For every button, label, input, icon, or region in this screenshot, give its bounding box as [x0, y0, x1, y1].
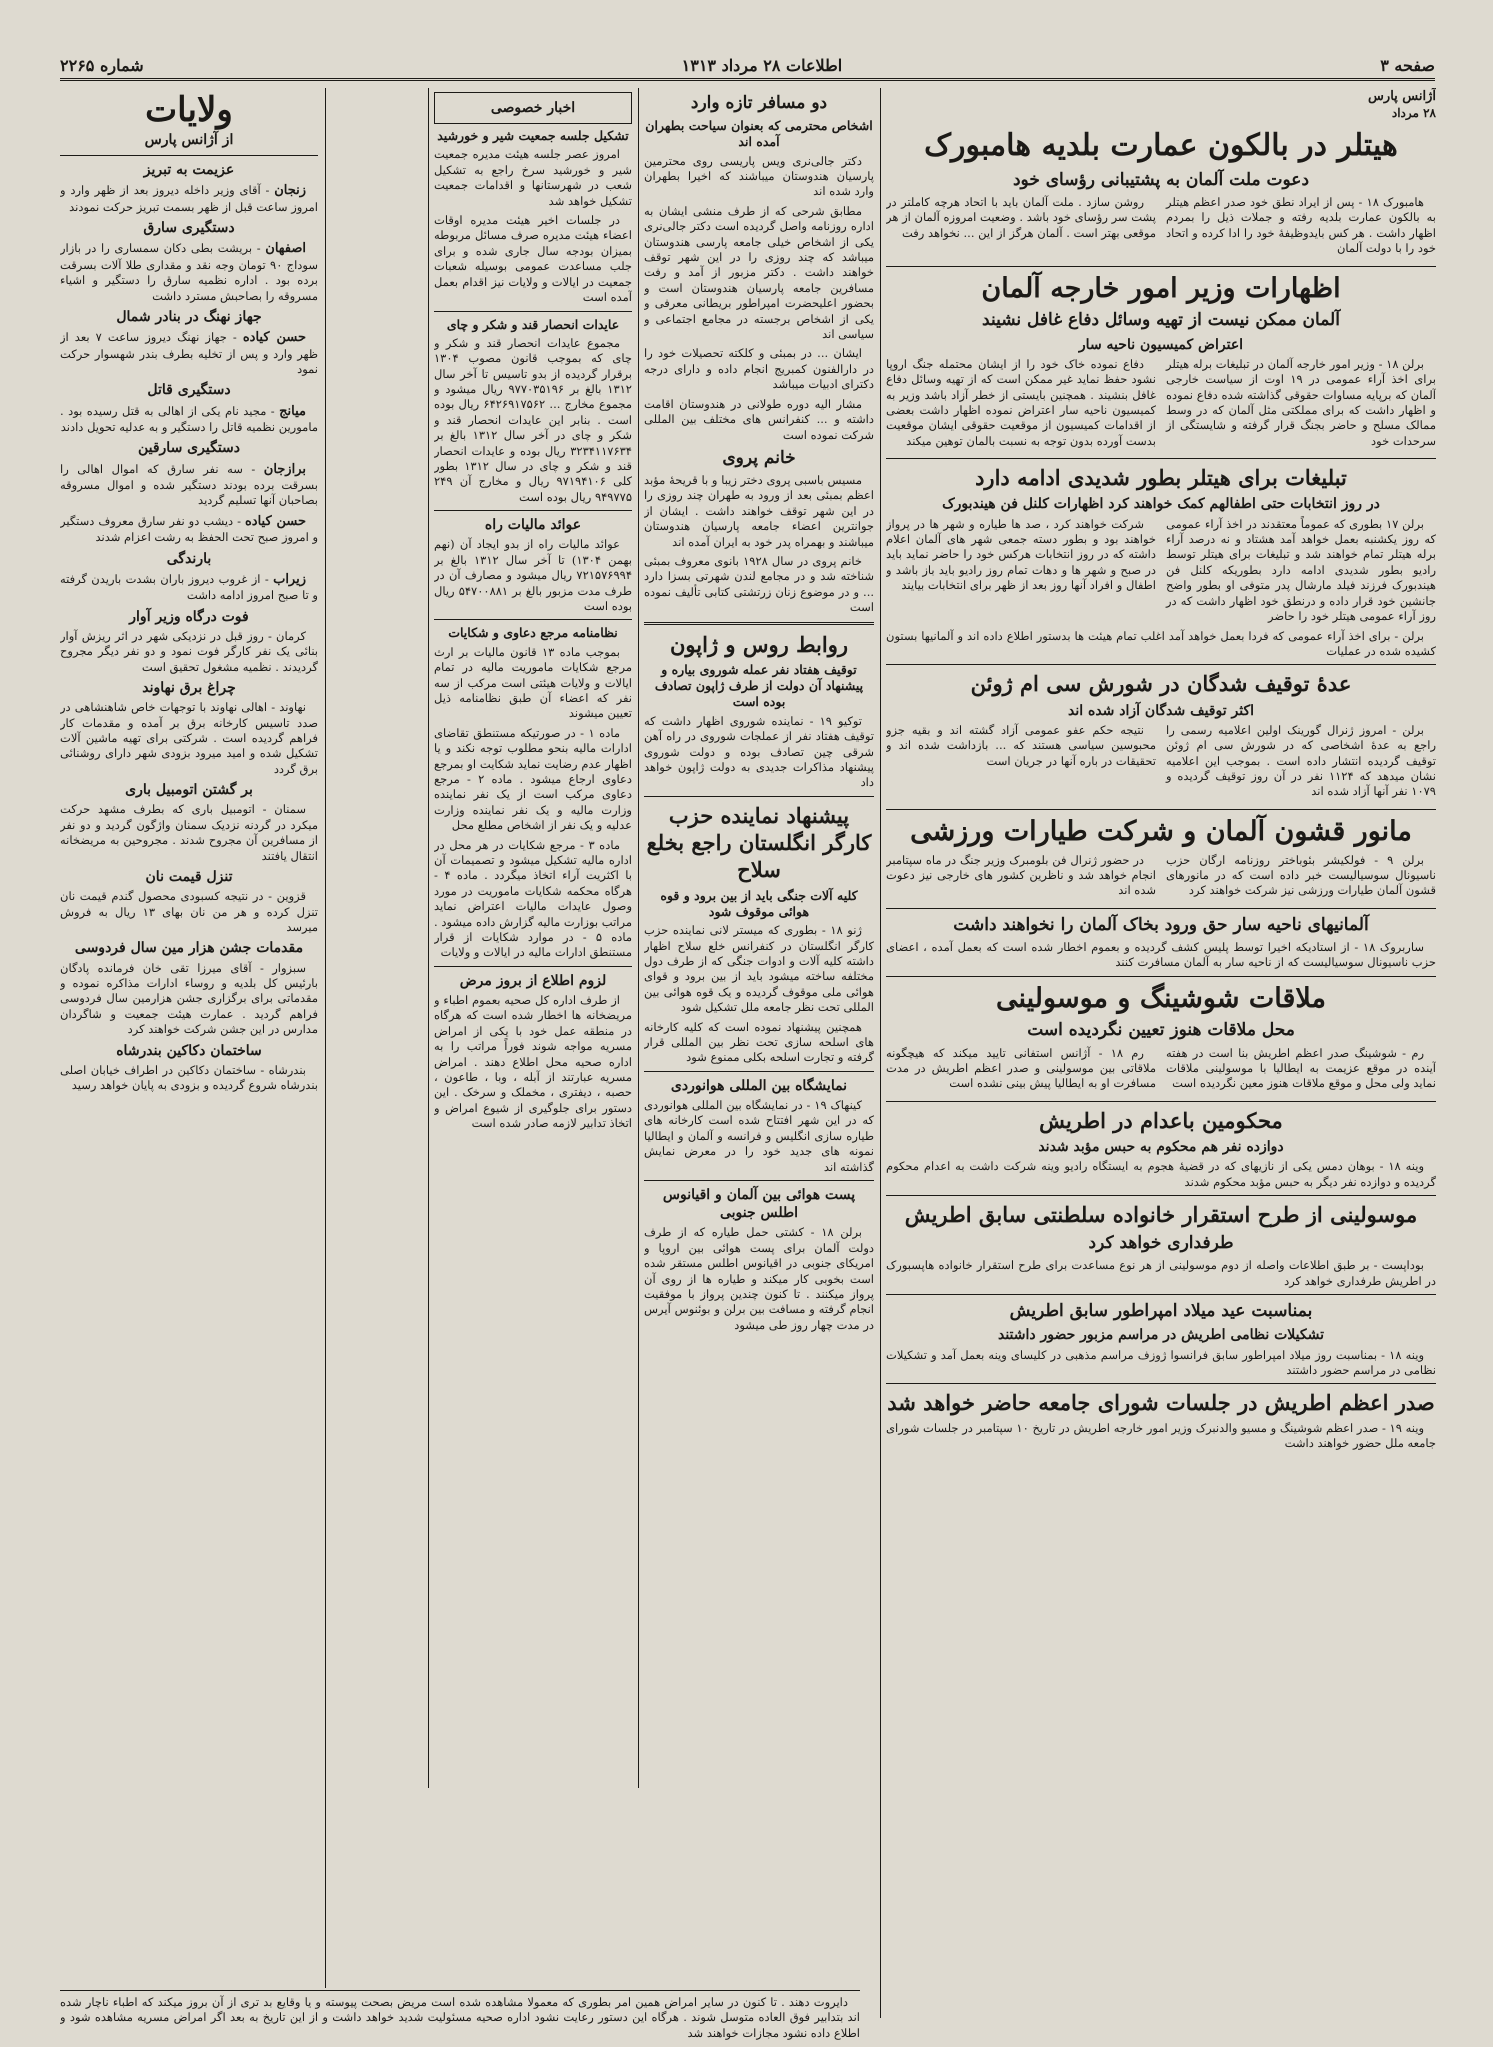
article-text: سمنان - اتومبیل باری که بطرف مشهد حرکت میکرد در گردنه نزدیک سمنان واژگون گردید و دو نفر از مسافرین آن مجروح شدند . مجروحین به مریضخانه انتقال یافتند	[60, 802, 318, 863]
headline-rainfall: بارندگی	[166, 550, 212, 567]
headline-ship-north: جهاز نهنگ در بنادر شمال	[116, 308, 262, 325]
dateline-city: اصفهان	[265, 241, 307, 257]
article-text: قزوین - در نتیجه کسبودی محصول گندم قیمت نان تنزل کرده و هر من نان بهای ۱۳ ریال به فروش میرسد	[60, 889, 318, 935]
article-paragraph: رم ۱۸ - آژانس استفانی تایید میکند که هیچگونه ملاقاتی بین موسولینی و صدر اعظم اطریش در مدت مسافرت او به ایطالیا پیش بینی نشده است	[886, 1045, 1156, 1091]
headline-red-lion-sun: تشکیل جلسه جمعیت شیر و خورشید	[437, 128, 629, 144]
dateline-city: میانج	[279, 403, 306, 419]
article-paragraph: ماده ۱ - در صورتیکه مستنطق تقاضای ادارات مالیه بنحو مطلوب توجه نکند و یا اظهار عدم رضایت نماید شکایت او بمرجع دعاوی ارجاع میشود . ماده ۲ - مرجع دعاوی مرکب است از یک نفر نماینده وزارت مالیه و یک نفر نماینده وزارت عدلیه و یک نفر از اشخاص مطلع محل	[434, 725, 632, 833]
article-paragraph: روشن سازد . ملت آلمان باید با اتحاد هرچه کاملتر در پشت سر رؤسای خود باشد . وضعیت امروزه آلمان از هر موقعی بهتر است . آلمان هرگز از این ... نخواهد رفت	[886, 195, 1156, 240]
article-paragraph: ساربروک ۱۸ - از استادیکه اخیرا توسط پلیس کشف گردیده و بعموم اخطار شده است که بعمل آمده ، اعضای حزب ناسیونال سوسیالیست که از ناحیه سار به آلمان مسافرت کنند	[886, 939, 1436, 970]
article-paragraph: کینهاک ۱۹ - در نمایشگاه بین المللی هوانوردی که در این شهر افتتاح شده است کارخانه های طیاره سازی انگلیس و فرانسه و آلمان و ایطالیا نمونه های جدید خود را در معرض نمایش گذاشته اند	[644, 1097, 874, 1174]
article-text: سبزوار - آقای میرزا تقی خان فرمانده پادگان بارئیس کل بلدیه و روساء ادارات مذاکره نموده و مقدماتی برای برگزاری جشن هزارمین سال فردوسی فراهم گردید . عمارت هیئت جمعیت و شاگردان مدارس در این جشن شرکت خواهند کرد	[60, 960, 318, 1037]
article-paragraph: برلن - برای اخذ آراء عمومی که فردا بعمل خواهد آمد اغلب تمام هیئت ها بدستور اطلاع داده اند و آلمانیها بستون کشیده شده در عملیات	[886, 628, 1436, 658]
article-paragraph: در حضور ژنرال فن بلومبرک وزیر جنگ در ماه سپتامبر انجام خواهد شد و ناظرین کشور های خارجی نیز دعوت شده اند	[886, 852, 1156, 898]
headline-foreign-minister: اظهارات وزیر امور خارجه آلمان	[981, 272, 1341, 304]
article-paragraph: خانم پروی در سال ۱۹۲۸ بانوی معروف بمبئی شناخته شد و در مجامع لندن شهرتی بسزا دارد ... و در موضوع زنان زرتشتی کتابی تألیف نموده است	[644, 554, 874, 615]
article-paragraph: هامبورک ۱۸ - پس از ایراد نطق خود صدر اعظم هیتلر به بالکون عمارت بلدیه رفته و جملات ذیل را بمردم اظهار داشت . هر کس بایدوظیفهٔ خود را ادا کرده و اتحاد خود را با دولت آلمان	[1166, 195, 1436, 256]
article-paragraph: مجموع عایدات انحصار قند و شکر و چای که بموجب قانون مصوب ۱۳۰۴ برقرار گردیده از بدو تاسیس تا آخر سال ۱۳۱۲ بالغ بر ۹۷۷۰۳۵۱۹۶ ریال میشود و مجموع مخارج ... ۶۴۲۶۹۱۷۵۶۲ ریال بوده است . بنابر این عایدات انحصار قند و شکر و چای در آخر سال ۱۳۱۲ بالغ بر ۳۲۳۴۱۱۷۶۳۴ ریال بوده و عایدات انحصار قند و شکر و چای در سال ۱۳۱۲ بطور کلی ۹۷۱۹۴۱۰۶ ریال و مخارج آن ۲۴۹ ۹۴۹۷۷۵ ریال بوده است	[434, 335, 632, 504]
headline-death-sentences: محکومین باعدام در اطریش	[1039, 1107, 1283, 1133]
headline-bandarshah-shops: ساختمان دکاکین بندرشاه	[116, 1042, 262, 1059]
article-text: کرمان - روز قبل در نزدیکی شهر در اثر ریزش آوار بنائی یک نفر کارگر فوت نمود و دو نفر دیگر مجروح گردیدند . نظمیه مشغول تحقیق است	[60, 628, 318, 674]
column-visitors	[644, 88, 874, 2018]
article-text: آقای وزیر داخله دیروز بعد از ظهر وارد و امروز ساعت قبل از ظهر بسمت تبریز حرکت نمودند	[60, 183, 318, 214]
agency-credit: از آژانس پارس	[144, 132, 234, 149]
headline-collapse-death: فوت درگاه وزیر آوار	[129, 608, 249, 625]
headline-disease-report: لزوم اطلاع از بروز مرض	[459, 972, 607, 989]
dateline-city: حسن کیاده	[244, 513, 306, 529]
article-paragraph: مسیس باسبی پروی دختر زیبا و با قریحهٔ مؤبد اعظم بمبئی بعد از ورود به طهران چند روزی را در این شهر توقف خواهند داشت . ایشان از جوانترین اعضاء جامعه پارسیان هندوستان میباشند و بهمراه پدر خود به ایران آمده اند	[644, 473, 874, 549]
dateline-city: زیراب	[273, 571, 306, 587]
subhead-saar-protest: اعتراض کمیسیون ناحیه سار	[1078, 336, 1244, 353]
footer-notice	[60, 1990, 860, 2045]
agency-date: ۲۸ مرداد	[1391, 106, 1436, 121]
article-paragraph: در جلسات اخیر هیئت مدیره اوقات اعضاء هیئت مدیره صرف مسائل مربوطه بمیزان بودجه سال جاری شده و برای جلب مساعدت عمومی بوسیله شعبات جمعیت در ایالات و ولایات نیز اقدام بعمل آمده است	[434, 213, 632, 305]
subhead-military-presence: تشکیلات نظامی اطریش در مراسم مزبور حضور داشتند	[997, 1327, 1325, 1344]
article-paragraph: دکتر جالی‌نری ویس‌ پاریسی روی محترمین پارسیان هندوستان میباشند که اخیرا بطهران وارد شده اند	[644, 153, 874, 199]
article-text: مجید نام یکی از اهالی به قتل رسیده بود . مامورین نظمیه قاتل را دستگیر و به عدلیه تحویل دادند	[60, 403, 318, 434]
article-paragraph: وینه ۱۸ - بمناسبت روز میلاد امپراطور سابق فرانسوا ژوزف مراسم مذهبی در کلیسای وینه بعمل آمد و تشکیلات نظامی در مراسم حضور داشتند	[886, 1347, 1436, 1377]
headline-sugar-tea-revenue: عایدات انحصار قند و شکر و چای	[446, 316, 620, 332]
headline-mrs-parvi: خانم پروی	[722, 447, 796, 468]
article-text: بریشت بطی دکان سمساری را در بازار سوداج ۹۰ تومان وجه نقد و مقداری طلا آلات بسرقت برده بود . اداره نظمیه سارق را دستگیر و اشیاء مسروقه را بصاحبش مسترد داشت	[60, 241, 318, 303]
column-rule	[638, 88, 639, 1788]
column-rule	[325, 88, 326, 1988]
article-paragraph: ماده ۳ - مرجع شکایات در هر محل در اداره مالیه تشکیل میشود و تصمیمات آن با اکثریت آراء اتخاذ میگردد . ماده ۴ - هرگاه محکمه شکایات ماموریت در مورد وصول عایدات مالیات اعتراض نماید مراتب بوزارت مالیه گزارش داده میشود . ماده ۵ - در موارد شکایات از قرار مستنطق ادارات مالیه در ایالات و ولایات	[434, 837, 632, 960]
article-paragraph: همچنین پیشنهاد نموده است که کلیه کارخانه های اسلحه سازی تحت نظر بین المللی قرار گرفته و تجارت اسلحه بکلی ممنوع شود	[644, 1019, 874, 1065]
article-paragraph: رم - شوشینگ صدر اعظم اطریش بنا است در هفته آینده در موقع عزیمت به ایطالیا با موسولینی ملاقات نماید ولی محل و موقع ملاقات هنوز معین نگردیده است	[1166, 1045, 1436, 1091]
dateline-city: زنجان	[274, 183, 306, 199]
article-paragraph: دفاع نموده خاک خود را از ایشان محتمله جنگ اروپا نشود حفظ نماید غیر ممکن است که از تهیه وسائل دفاع غافل بنشیند . همچنین بایستی از خطر آزاد باشد وزیر به کمیسیون ناحیه سار اعتراض نموده اظهار داشت بعضی از اقدامات کمیسیون از موقعیت حقوقی ایشان موقعیت بدست آورده بدون توجه به نسبت بالمان توهین میکند	[886, 356, 1156, 448]
article-text: سه نفر سارق که اموال اهالی را بسرقت برده بودند دستگیر شده و اموال مسروقه بصاحبان آنها تسلیم گردید	[60, 461, 318, 508]
article-text: دیشب دو نفر سارق معروف دستگیر و امروز صبح تحت الحفظ به رشت اعزام شدند	[60, 513, 318, 545]
article-paragraph: امروز عصر جلسه هیئت مدیره جمعیت شیر و خورشید سرخ راجع به تشکیل شعب در شهرستانها و اقدامات جمعیت تشکیل خواهد شد	[434, 147, 632, 208]
article-paragraph: مطابق شرحی که از طرف منشی ایشان به اداره روزنامه واصل گردیده است دکتر جالی‌نری یکی از اشخاص خیلی جامعه پارسی هندوستان میباشد که چند روزی را در این شهر توقف خواهند داشت . دکتر مزبور از آمد و رفت مسافرین جامعه پارسیان هندوستان است و بحضور اعلیحضرت امپراطور بریطانی معرفی و یکی از اشخاص برجسته در مجامع اجتماعی و سیاسی اند	[644, 203, 874, 342]
article-paragraph: بموجب ماده ۱۳ قانون مالیات بر ارث مرجع شکایات ماموریت مالیه در تمام ایالات و ولایات هیئتی است مرکب از سه نفر که اعضاء آن طبق نظامنامه ذیل تعیین میشوند	[434, 644, 632, 721]
subhead-hitler: دعوت ملت آلمان به پشتیبانی رؤسای خود	[1012, 169, 1310, 190]
article-paragraph: از طرف اداره کل صحیه بعموم اطباء و مریضخانه ها اخطار شده است که هرگاه در منطقه عمل خود با یکی از امراض مسریه مواجه شوند فوراً مراتب را به اداره صحیه محل اطلاع دهند . امراض مسریه عبارتند از آبله ، وبا ، طاعون ، حصبه ، دیفتری ، مخملک و سرخک . این دستور برای جلوگیری از شیوع امراض و اتخاذ تدابیر لازمه صادر شده است	[434, 993, 632, 1131]
subhead-support: طرفداری خواهد کرد	[1088, 1233, 1234, 1254]
subhead-meeting-place: محل ملاقات هنوز تعیین نگردیده است	[1027, 1020, 1295, 1041]
headline-labour-disarmament: پیشنهاد نماینده حزب کارگر انگلستان راجع بخلع سلاح	[646, 802, 872, 883]
column-provinces: ولایات از آژانس پارس عزیمت به تبریز زنجان - آقای وزیر داخله دیروز بعد از ظهر وارد و امروز ساعت قبل از ظهر بسمت تبریز حرکت نمودند دستگیری سارق اصفهان - بریشت بطی دکان سمساری را در بازار سوداج ۹۰ تومان وجه نقد و مقداری طلا آلات بسرقت برده بود . اداره نظمیه سارق را دستگیر و اشیاء مسروقه را بصاحبش مسترد داشت جهاز نهنگ در بنادر شمال حسن کیاده - جهاز نهنگ دیروز ساعت ۷ بعد از ظهر وارد و پس از تخلیه بطرف بندر شهسوار حرکت نمود دستگیری قاتل میانج - مجید نام یکی از اهالی به قتل رسیده بود . مامورین نظمیه قاتل را دستگیر و به عدلیه تحویل دادند دستگیری سارقین برازجان - سه نفر سارق که اموال اهالی را بسرقت برده بودند دستگیر شده و اموال مسروقه بصاحبان آنها تسلیم گردید حسن کیاده - دیشب دو نفر سارق معروف دستگیر و امروز صبح تحت الحفظ به رشت اعزام شدند بارندگی زیراب - از غروب دیروز باران بشدت باریدن گرفته و تا صبح امروز ادامه داشت فوت درگاه وزیر آوار کرمان - روز قبل در نزدیکی شهر در اثر ریزش آوار بنائی یک نفر کارگر فوت نمود و دو نفر دیگر مجروح گردیدند . نظمیه مشغول تحقیق است چراغ برق نهاوند نهاوند - اهالی نهاوند با توجهات خاص شاهنشاهی در صدد تاسیس کارخانه برق بر آمده و مقدمات کار فراهم گردیده است . شرکتی برای تهیه ماشین آلات تشکیل شده و امید میرود بزودی شهر دارای روشنائی برق گردد بر گشتن اتومبیل باری سمنان - اتومبیل باری که بطرف مشهد حرکت میکرد در گردنه نزدیک سمنان واژگون گردید و دو نفر از مسافرین آن مجروح شدند . مجروحین به مریضخانه انتقال یافتند تنزل قیمت نان قزوین - در نتیجه کسبودی محصول گندم قیمت نان تنزل کرده و هر من نان بهای ۱۳ ریال به فروش میرسد مقدمات جشن هزار مین سال فردوسی سبزوار - آقای میرزا تقی خان فرمانده پادگان بارئیس کل بلدیه و روساء ادارات مذاکره نموده و مقدماتی برای برگزاری جشن هزارمین سال فردوسی فراهم گردید . عمارت هیئت جمعیت و شاگردان مدارس در این جشن شرکت خواهند کرد ساختمان دکاکین بندرشاه بندرشاه - ساختمان دکاکین در اطراف خیابان اصلی بندرشاه شروع گردیده و بزودی به پایان خواهد رسید	[60, 90, 318, 1093]
subhead-weapons: کلیه آلات جنگی باید از بین برود و قوه هوائی موقوف شود	[660, 887, 858, 919]
headline-arrests: عدهٔ توقیف شدگان در شورش سی ام ژوئن	[970, 671, 1352, 697]
headline-new-travelers: دو مسافر تازه وارد	[690, 93, 828, 113]
article-text: از غروب دیروز باران بشدت باریدن گرفته و تا صبح امروز ادامه داشت	[60, 571, 318, 603]
headline-truck-overturn: بر گشتن اتومبیل باری	[125, 782, 253, 799]
footer-text: دایروت دهند . تا کنون در سایر امراض همین امر بطوری که معمولا مشاهده شده است مریض بصحت پیوسته و یا وقایع بد تری از آن بروز میکند که اطباء ناچار شده اند بتدابیر فوق العاده متوسل شوند . هرگاه این دستور رعایت نشود اداره صحیه مسئولیت شدید خواهد داشت و از این تاریخ به بعد اگر امراض مسریه مشاهده شود و اطلاع داده نشود مجازات خواهند شد	[60, 1995, 860, 2040]
issue-number: شماره ۲۲۶۵	[60, 55, 144, 75]
article-paragraph: ایشان ... در بمبئی و کلکته تحصیلات خود را در دارالفنون کمبریج انجام داده و دارای درجه دکترای ادبیات میباشد	[644, 346, 874, 392]
headline-russia-japan: روابط روس و ژاپون	[670, 631, 848, 657]
headline-nahavand-electricity: چراغ برق نهاوند	[142, 679, 236, 696]
article-paragraph: وینه ۱۹ - صدر اعظم شوشینگ و مسیو والدنبرک وزیر امور خارجه اطریش در تاریخ ۱۰ سپتامبر در جلسات شورای جامعه ملل حضور خواهند داشت	[886, 1420, 1436, 1451]
subhead-hindenburg: در روز انتخابات حتی اطفالهم کمک خواهند کرد اظهارات کلنل فن هیندبورک	[942, 496, 1380, 513]
headline-habsburg: موسولینی از طرح استقرار خانواده سلطنتی سابق اطریش	[904, 1202, 1418, 1228]
article-paragraph: وینه ۱۸ - بوهان دمس یکی از نازیهای که در قضیهٔ هجوم به ایستگاه رادیو وینه شرکت داشت به اعدام محکوم گردیده و دوازده نفر دیگر به حبس مؤبد محکوم شدند	[886, 1159, 1436, 1189]
headline-bread-price: تنزل قیمت نان	[145, 869, 233, 886]
headline-road-tax: عوائد مالیات راه	[484, 517, 582, 534]
headline-aviation-exhibition: نمایشگاه بین المللی هوانوردی	[670, 1077, 848, 1094]
dateline-city: برازجان	[263, 461, 306, 477]
masthead-title: اطلاعات ۲۸ مرداد ۱۳۱۳	[681, 55, 843, 75]
headline-air-mail: پست هوائی بین آلمان و اقیانوس اطلس جنوبی	[662, 1187, 856, 1222]
headline-murderer-arrest: دستگیری قاتل	[147, 382, 231, 399]
agency-line	[886, 88, 1436, 105]
headline-special-news: اخبار خصوصی	[490, 100, 576, 116]
page-label: صفحه ۳	[1380, 55, 1435, 75]
subhead-visitors: اشخاص محترمی که بعنوان سیاحت بطهران آمده اند	[645, 118, 873, 150]
article-paragraph: برلن ۱۸ - وزیر امور خارجه آلمان در تبلیغات برله هیتلر برای اخذ آراء عمومی در ۱۹ اوت از سیاست خارجی آلمان که برپایه مساوات حقوقی گذاشته شده دفاع نموده و اظهار داشت که برای مملکتی مثل آلمان که در وسط ممالک مسلح و حاضر بجنگ قرار گرفته و شایستگی از سرحدات خود	[1166, 356, 1436, 448]
headline-saar-germans: آلمانیهای ناحیه سار حق ورود بخاک آلمان را نخواهند داشت	[953, 914, 1369, 935]
headline-emperor-birthday: بمناسبت عید میلاد امپراطور سابق اطریش	[1009, 1301, 1313, 1322]
headline-tabriz: عزیمت به تبریز	[143, 162, 235, 179]
headline-schuschnigg-mussolini: ملاقات شوشینگ و موسولینی	[995, 982, 1327, 1014]
headline-thieves-arrest: دستگیری سارقین	[137, 440, 241, 457]
article-text: بندرشاه - ساختمان دکاکین در اطراف خیابان اصلی بندرشاه شروع گردیده و بزودی به پایان خواهد رسید	[60, 1062, 318, 1093]
article-paragraph: توکیو ۱۹ - نماینده شوروی اظهار داشت که توقیف هفتاد نفر از عملجات شوروی در راه آهن شرقی چین تصادف بوده و دولت شوروی پیشنهاد مذاکرات جدیدی به دولت ژاپون خواهد داد	[644, 713, 874, 790]
article-paragraph: نتیجه حکم عفو عمومی آزاد گشته اند و بقیه جزو محبوسین سیاسی هستند که ... بازداشت شده اند و تحقیقات در باره آنها در جریان است	[886, 722, 1156, 768]
column-special-news	[434, 88, 632, 2018]
article-paragraph: برلن ۱۸ - کشتی حمل طیاره که از طرف دولت آلمان برای پست هوائی بین اروپا و امریکای جنوبی در اقیانوس اطلس مستقر شده است بخوبی کار میکند و طیاره ها از روی آن پرواز میکنند . تا کنون چندین پرواز با موفقیت انجام گرفته و مسافت بین برلن و بوئنوس آیرس در مدت چهار روز طی میشود	[644, 1225, 874, 1332]
article-paragraph: مشار الیه دوره طولانی در هندوستان اقامت داشته و ... کنفرانس های مختلف بین المللی شرکت نموده است	[644, 396, 874, 442]
article-paragraph: ژنو ۱۸ - بطوری که میستر لانی نماینده حزب کارگر انگلستان در کنفرانس خلع سلاح اظهار داشته کلیه آلات و ادوات جنگی که از طرف دول مختلفه ساخته میشود باید از بین برود و قوای هوائی ملی موقوف گردیده و یک قوه هوائی بین المللی تحت نظر جامعه ملل تشکیل شود	[644, 923, 874, 1015]
article-paragraph: شرکت خواهند کرد ، صد ها طیاره و شهر ها در پرواز خواهند بود و بطور دسته جمعی شهر های آلمان اعلام داشته که در روز انتخابات هرکس خود را حاضر نماید باید در صبح و شهر ها و دهات تمام روز رادیو باید باز باشد و اطفال و افراد آنها روز بعد از ظهر برای انتخابات بیایند	[886, 516, 1156, 593]
headline-thief-arrest: دستگیری سارق	[143, 220, 235, 237]
subhead-defense: آلمان ممکن نیست از تهیه وسائل دفاع غافل نشیند	[982, 310, 1340, 331]
headline-hitler-hamburg: هیتلر در بالکون عمارت بلدیه هامبورک	[924, 128, 1398, 164]
section-title-provinces: ولایات	[145, 90, 233, 130]
column-rule	[428, 88, 429, 1788]
subhead-life-sentences: دوازده نفر هم محکوم به حبس مؤبد شدند	[1038, 1139, 1284, 1156]
agency-name: آژانس پارس	[1368, 89, 1436, 104]
article-paragraph: برلن ۹ - فولکیشر بئوباختر روزنامه ارگان حزب ناسیونال سوسیالیست خبر داده است که در مانورهای قشون آلمان طیارات ورزشی نیز شرکت خواهند کرد	[1166, 852, 1436, 898]
headline-ferdowsi-millennium: مقدمات جشن هزار مین سال فردوسی	[74, 940, 304, 957]
article-paragraph: برلن ۱۷ بطوری که عموماً معتقدند در اخذ آراء عمومی که روز یکشنبه بعمل خواهد آمد هشتاد و نه درصد آراء برله هیتلر تمام خواهند شد و تبلیغات برای هیتلر توسط رادیو بطور شدیدی ادامه دارد بطوریکه کلنل فن هیندبورک فرزند فیلد مارشال پدر متوفی او بطور واضح جانشین خود قرار داده و درنطق خود اظهار داشت که در روز آراء عمومی هیتلر خود را حاضر	[1166, 516, 1436, 624]
column-rule	[880, 88, 881, 2018]
dateline-city: حسن کیاده	[242, 330, 307, 346]
article-paragraph: عوائد مالیات راه از بدو ایجاد آن (نهم بهمن ۱۳۰۴) تا آخر سال ۱۳۱۲ بالغ بر ۷۲۱۵۷۶۹۹۴ ریال میشود و مصارف آن در طرف مدت مزبور بالغ بر ۵۴۷۰۰۸۸۱ ریال بوده است	[434, 537, 632, 614]
headline-maneuvers: مانور قشون آلمان و شرکت طیارات ورزشی	[910, 815, 1412, 847]
article-text: جهاز نهنگ دیروز ساعت ۷ بعد از ظهر وارد و پس از تخلیه بطرف بندر شهسوار حرکت نمود	[60, 330, 318, 376]
article-text: نهاوند - اهالی نهاوند با توجهات خاص شاهنشاهی در صدد تاسیس کارخانه برق بر آمده و مقدمات کار فراهم گردیده است . شرکتی برای تهیه ماشین آلات تشکیل شده و امید میرود بزودی شهر دارای روشنائی برق گردد	[60, 700, 318, 776]
article-paragraph: بوداپست - بر طبق اطلاعات واصله از دوم موسولینی از هر نوع مساعدت برای طرح استقرار خانواده هاپسبورک در اطریش طرفداری خواهد کرد	[886, 1258, 1436, 1288]
masthead	[60, 52, 1435, 81]
column-main-news	[886, 88, 1436, 2043]
subhead-arrest-workers: توقیف هفتاد نفر عمله شوروی بیاره و پیشنهاد آن دولت از طرف ژاپون تصادف بوده است	[654, 661, 864, 710]
headline-league-council: صدر اعظم اطریش در جلسات شورای جامعه حاضر خواهد شد	[887, 1390, 1435, 1416]
headline-propaganda: تبلیغات برای هیتلر بطور شدیدی ادامه دارد	[975, 465, 1347, 491]
subhead-released: اکثر توقیف شدگان آزاد شده اند	[1067, 702, 1255, 719]
headline-regulations: نظامنامه مرجع دعاوی و شکایات	[448, 625, 618, 641]
article-paragraph: برلن - امروز ژنرال گورینک اولین اعلامیه رسمی را راجع به عدهٔ اشخاصی که در شورش سی ام ژوئن توقیف گردیده انتشار داده است . بموجب این اعلامیه نشان میدهد که ۱۱۲۴ نفر در آن روز توقیف گردیده و ۱۰۷۹ نفر آنها آزاد شده اند	[1166, 722, 1436, 799]
